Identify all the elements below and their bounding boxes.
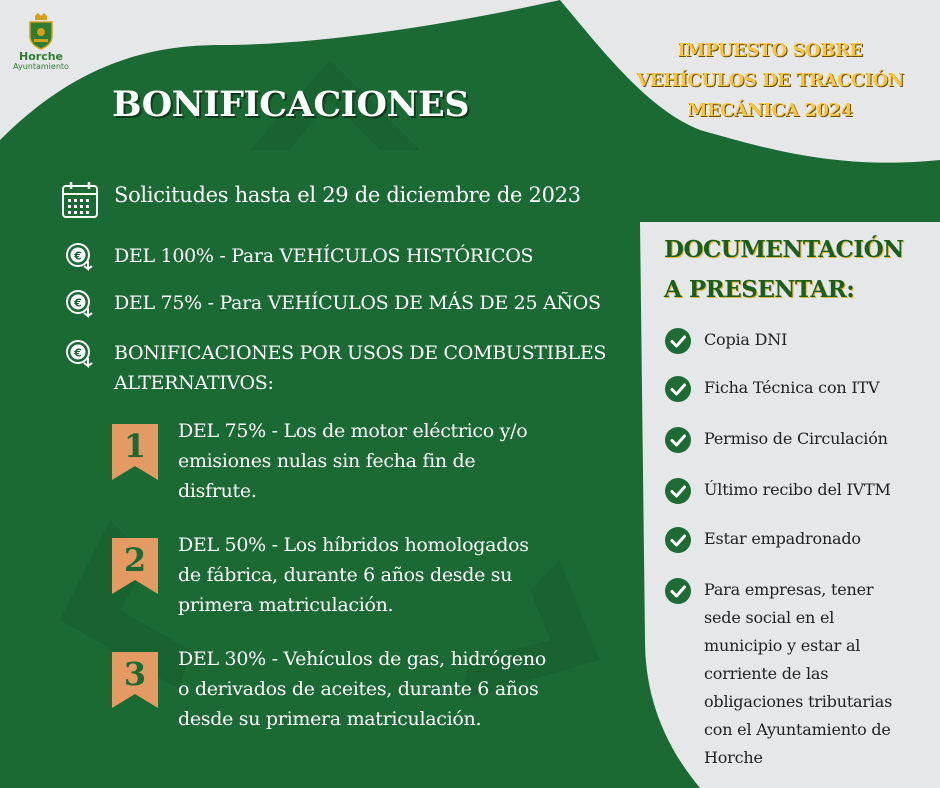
euro-coin-icon xyxy=(64,241,96,273)
documentation-item-line: corriente de las xyxy=(704,664,829,683)
documentation-title-line: DOCUMENTACIÓN xyxy=(664,236,904,263)
number-badge xyxy=(112,424,158,470)
svg-text:€: € xyxy=(74,249,82,263)
documentation-item xyxy=(664,476,934,505)
documentation-item-line: Último recibo del IVTM xyxy=(704,480,891,499)
fuel-item-line: de fábrica, durante 6 años desde su xyxy=(178,564,513,586)
documentation-item xyxy=(664,374,934,403)
documentation-item xyxy=(664,525,934,554)
documentation-item-line: con el Ayuntamiento de xyxy=(704,720,891,739)
fuel-item-line: primera matriculación. xyxy=(178,594,394,616)
fuel-item-line: DEL 75% - Los de motor eléctrico y/o xyxy=(178,420,528,442)
check-circle-icon xyxy=(664,477,692,505)
bonus-item-text: DEL 75% - Para VEHÍCULOS DE MÁS DE 25 AÑOS xyxy=(114,292,601,314)
documentation-item-line: Para empresas, tener xyxy=(704,580,874,599)
fuel-item-line: DEL 50% - Los híbridos homologados xyxy=(178,534,529,556)
euro-coin-icon xyxy=(64,338,96,370)
fuel-item-line: o derivados de aceites, durante 6 años xyxy=(178,678,539,700)
badge-number: 2 xyxy=(123,541,147,579)
number-badge xyxy=(112,538,158,584)
fuel-item xyxy=(112,644,618,734)
calendar-icon xyxy=(60,180,100,220)
fuel-item-line: DEL 30% - Vehículos de gas, hidrógeno xyxy=(178,648,546,670)
bonus-item-text xyxy=(114,338,606,398)
crest-icon xyxy=(26,12,56,50)
tax-title-line: IMPUESTO SOBRE xyxy=(677,40,863,61)
number-badge xyxy=(112,652,158,698)
check-circle-icon xyxy=(664,577,692,605)
logo-name: Horche xyxy=(19,50,63,63)
bonus-item xyxy=(58,241,533,273)
documentation-item-line: Ficha Técnica con ITV xyxy=(704,378,880,397)
bonus-item-text: DEL 100% - Para VEHÍCULOS HISTÓRICOS xyxy=(114,245,534,267)
documentation-item-line: municipio y estar al xyxy=(704,636,861,655)
documentation-item-line: Estar empadronado xyxy=(704,529,861,548)
tax-title-line: MECÁNICA 2024 xyxy=(687,100,853,121)
documentation-item xyxy=(664,425,934,454)
horche-logo xyxy=(10,12,72,71)
bonus-item-line: ALTERNATIVOS: xyxy=(114,372,274,394)
euro-coin-icon xyxy=(64,288,96,320)
documentation-item-line: sede social en el xyxy=(704,608,835,627)
deadline-row xyxy=(58,180,581,220)
logo-subtitle: Ayuntamiento xyxy=(13,62,69,71)
deadline-text: Solicitudes hasta el 29 de diciembre de 2023 xyxy=(114,183,581,207)
documentation-title-line: A PRESENTAR: xyxy=(664,276,855,303)
documentation-item xyxy=(664,326,934,355)
check-circle-icon xyxy=(664,327,692,355)
fuel-item-line: emisiones nulas sin fecha fin de xyxy=(178,450,476,472)
fuel-item xyxy=(112,530,618,620)
bonus-item xyxy=(58,288,601,320)
check-circle-icon xyxy=(664,375,692,403)
badge-number: 3 xyxy=(123,655,147,693)
bonus-item-line: BONIFICACIONES POR USOS DE COMBUSTIBLES xyxy=(114,342,607,364)
fuel-item-line: disfrute. xyxy=(178,480,257,502)
documentation-item-line: Copia DNI xyxy=(704,330,788,349)
check-circle-icon xyxy=(664,426,692,454)
badge-number: 1 xyxy=(123,427,147,465)
bonus-item xyxy=(58,338,606,398)
fuel-item-line: desde su primera matriculación. xyxy=(178,708,482,730)
page-title: BONIFICACIONES xyxy=(112,84,469,125)
documentation-title xyxy=(664,230,934,310)
documentation-item-line: obligaciones tributarias xyxy=(704,692,893,711)
documentation-item-line: Permiso de Circulación xyxy=(704,429,888,448)
documentation-item xyxy=(664,576,934,772)
documentation-item-line: Horche xyxy=(704,748,763,767)
tax-title xyxy=(610,36,930,126)
svg-text:€: € xyxy=(74,346,82,360)
tax-title-line: VEHÍCULOS DE TRACCIÓN xyxy=(636,70,904,91)
check-circle-icon xyxy=(664,526,692,554)
fuel-item xyxy=(112,416,618,506)
svg-text:€: € xyxy=(74,296,82,310)
